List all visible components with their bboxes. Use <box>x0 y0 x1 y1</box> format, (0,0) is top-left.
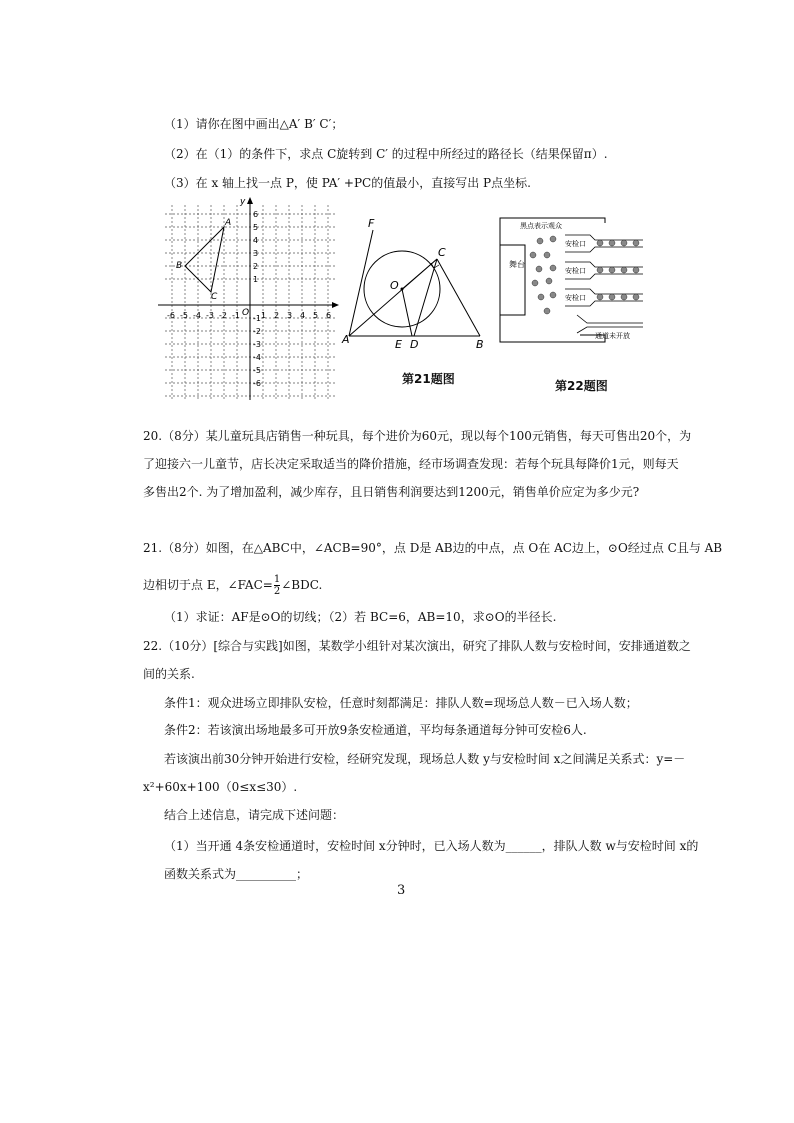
y-tick: 1 <box>253 275 259 284</box>
gate-label: 安检口 <box>565 294 586 302</box>
gate-label: 安检口 <box>565 240 586 248</box>
x-tick: 4 <box>300 311 306 320</box>
y-tick: -6 <box>253 379 261 388</box>
figure-22-caption: 第22题图 <box>555 379 608 393</box>
label-o: O <box>390 279 399 292</box>
point-a-label: A <box>225 218 232 228</box>
y-tick: -2 <box>253 327 261 336</box>
q20-line1: 20.（8分）某儿童玩具店销售一种玩具，每个进价为60元，现以每个100元销售，每天可售出20个，为 <box>143 429 692 443</box>
q22-line1: 22.（10分）[综合与实践]如图，某数学小组针对某次演出，研究了排队人数与安检时间，安排通道数之 <box>143 639 691 653</box>
figure-21 <box>340 215 490 350</box>
figure-22 <box>495 215 645 345</box>
y-tick: 3 <box>253 249 259 258</box>
origin-label: O <box>242 308 250 318</box>
q22-line6: （1）当开通 4条安检通道时，安检时间 x分钟时，已入场人数为______，排队人数 w与安检时间 x的 <box>164 839 699 853</box>
q21-line3: （1）求证：AF是⊙O的切线；（2）若 BC=6，AB=10，求⊙O的半径长. <box>164 610 557 624</box>
q22-line5: 结合上述信息，请完成下述问题： <box>164 808 345 822</box>
y-tick: -4 <box>253 353 261 362</box>
label-c: C <box>438 246 446 259</box>
y-tick: 5 <box>253 223 259 232</box>
q22-line4: x²+60x+100（0≤x≤30）. <box>143 780 298 794</box>
page-number: 3 <box>397 883 406 898</box>
q22-condition1: 条件1：观众进场立即排队安检，任意时刻都满足：排队人数=现场总人数－已入场人数； <box>164 696 638 710</box>
y-tick: -1 <box>253 314 261 323</box>
x-tick: -1 <box>232 311 240 320</box>
q21-line1: 21.（8分）如图，在△ABC中，∠ACB=90°，点 D是 AB边的中点，点 O在 AC边上，⊙O经过点 C且与 AB <box>143 541 723 555</box>
x-tick: -5 <box>180 311 188 320</box>
stage-label: 舞台 <box>509 260 525 269</box>
q22-line7: 函数关系式为__________； <box>164 867 309 881</box>
q22-line2: 间的关系. <box>143 667 195 681</box>
x-tick: -6 <box>167 311 175 320</box>
point-c-label: C <box>211 292 218 302</box>
label-d: D <box>410 338 419 350</box>
y-tick: -5 <box>253 366 261 375</box>
x-tick: 1 <box>261 311 267 320</box>
q20-line2: 了迎接六一儿童节，店长决定采取适当的降价措施，经市场调查发现：若每个玩具每降价1元，则每天 <box>143 457 679 471</box>
point-b-label: B <box>176 261 183 271</box>
coordinate-grid-figure <box>150 195 340 405</box>
label-a: A <box>342 333 350 346</box>
q21-line2: 边相切于点 E，∠FAC= $\frac{1}{2}$ ∠BDC. <box>143 574 323 597</box>
x-tick: -4 <box>193 311 201 320</box>
stage-box <box>500 245 525 315</box>
y-tick: 6 <box>253 210 259 219</box>
gate-label: 安检口 <box>565 267 586 275</box>
y-tick: 2 <box>253 262 259 271</box>
x-tick: 3 <box>287 311 293 320</box>
x-tick: 5 <box>313 311 319 320</box>
q22-line3: 若该演出前30分钟开始进行安检，经研究发现，现场总人数 y与安检时间 x之间满足关系式：y=－ <box>164 752 686 766</box>
q19-part3: （3）在 x 轴上找一点 P，使 PA′ +PC的值最小，直接写出 P点坐标. <box>164 176 531 190</box>
label-b: B <box>476 338 484 350</box>
x-tick: 2 <box>274 311 280 320</box>
q19-part1: （1）请你在图中画出△A′ B′ C′； <box>164 117 344 131</box>
triangle-abc <box>185 227 224 292</box>
x-tick: -2 <box>219 311 227 320</box>
closed-channel-label: 通道未开放 <box>595 332 630 340</box>
y-axis-label: y <box>240 197 246 207</box>
label-f: F <box>368 217 375 230</box>
q19-part2: （2）在（1）的条件下，求点 C旋转到 C′ 的过程中所经过的路径长（结果保留π）. <box>164 147 608 161</box>
q20-line3: 多售出2个. 为了增加盈利，减少库存，且日销售利润要达到1200元，销售单价应定为多少元? <box>143 485 640 499</box>
x-tick: 6 <box>326 311 332 320</box>
figure-21-caption: 第21题图 <box>402 372 455 386</box>
y-tick: -3 <box>253 340 261 349</box>
label-e: E <box>395 338 402 350</box>
y-tick: 4 <box>253 236 259 245</box>
q22-condition2: 条件2：若该演出场地最多可开放9条安检通道，平均每条通道每分钟可安检6人. <box>164 723 587 737</box>
x-tick: -3 <box>206 311 214 320</box>
legend-label: 黑点表示观众 <box>520 222 562 230</box>
